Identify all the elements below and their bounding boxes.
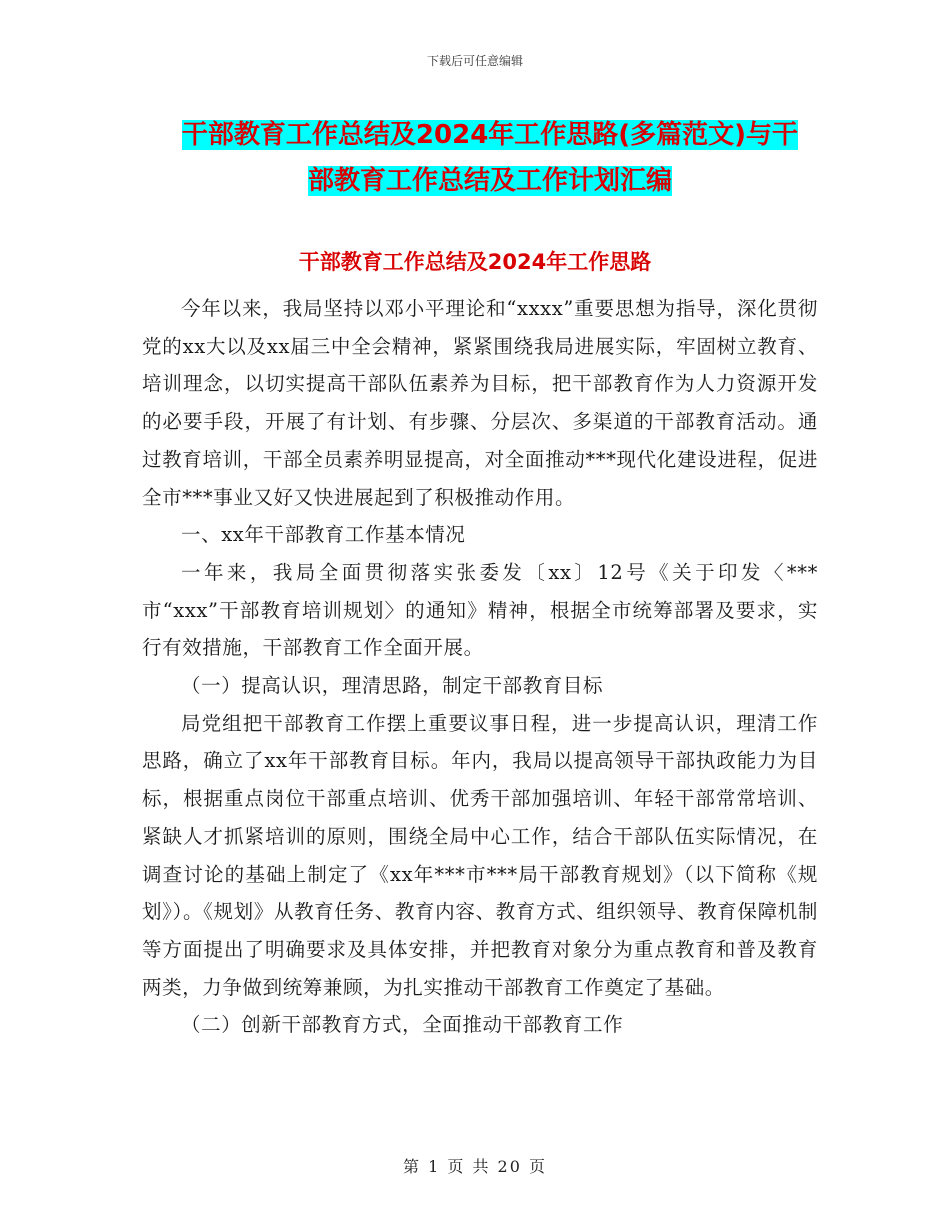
- document-title: [140, 112, 840, 204]
- paragraph-overview: 一年来，我局全面贯彻落实张委发〔xx〕12号《关于印发〈***市“xxx”干部教育培训规划〉的通知》精神，根据全市统筹部署及要求，实行有效措施，干部教育工作全面开展。: [142, 560, 818, 660]
- paragraph-intro: 今年以来，我局坚持以邓小平理论和“xxxx”重要思想为指导，深化贯彻党的xx大以及xx届三中全会精神，紧紧围绕我局进展实际，牢固树立教育、培训理念，以切实提高干部队伍素养为目标，把干部教育作为人力资源开发的必要手段，开展了有计划、有步骤、分层次、多渠道的干部教育活动。通过教育培训，干部全员素养明显提高，对全面推动***现代化建设进程，促进全市***事业又好又快进展起到了积极推动作用。: [142, 297, 818, 509]
- document-title-line-2: 部教育工作总结及工作计划汇编: [307, 166, 672, 196]
- heading-part-one: 一、xx年干部教育工作基本情况: [181, 523, 466, 547]
- page-footer-number: 第 1 页 共 20 页: [403, 1157, 547, 1176]
- paragraph-goals: 局党组把干部教育工作摆上重要议事日程，进一步提高认识，理清工作思路，确立了xx年干部教育目标。年内，我局以提高领导干部执政能力为目标，根据重点岗位干部重点培训、优秀干部加强培训、年轻干部常常培训、紧缺人才抓紧培训的原则，围绕全局中心工作，结合干部队伍实际情况，在调查讨论的基础上制定了《xx年***市***局干部教育规划》（以下简称《规划》）。《规划》从教育任务、教育内容、教育方式、组织领导、教育保障机制等方面提出了明确要求及具体安排，并把教育对象分为重点教育和普及教育两类，力争做到统筹兼顾，为扎实推动干部教育工作奠定了基础。: [142, 711, 818, 999]
- subheading-one: （一）提高认识，理清思路，制定干部教育目标: [181, 674, 604, 698]
- section-title: 干部教育工作总结及2024年工作思路: [298, 250, 652, 274]
- subheading-two: （二）创新干部教育方式，全面推动干部教育工作: [181, 1013, 624, 1037]
- page-header-note: 下载后可任意编辑: [426, 54, 523, 68]
- document-body: [142, 290, 818, 1044]
- document-title-line-1: 干部教育工作总结及2024年工作思路(多篇范文)与干: [181, 120, 799, 150]
